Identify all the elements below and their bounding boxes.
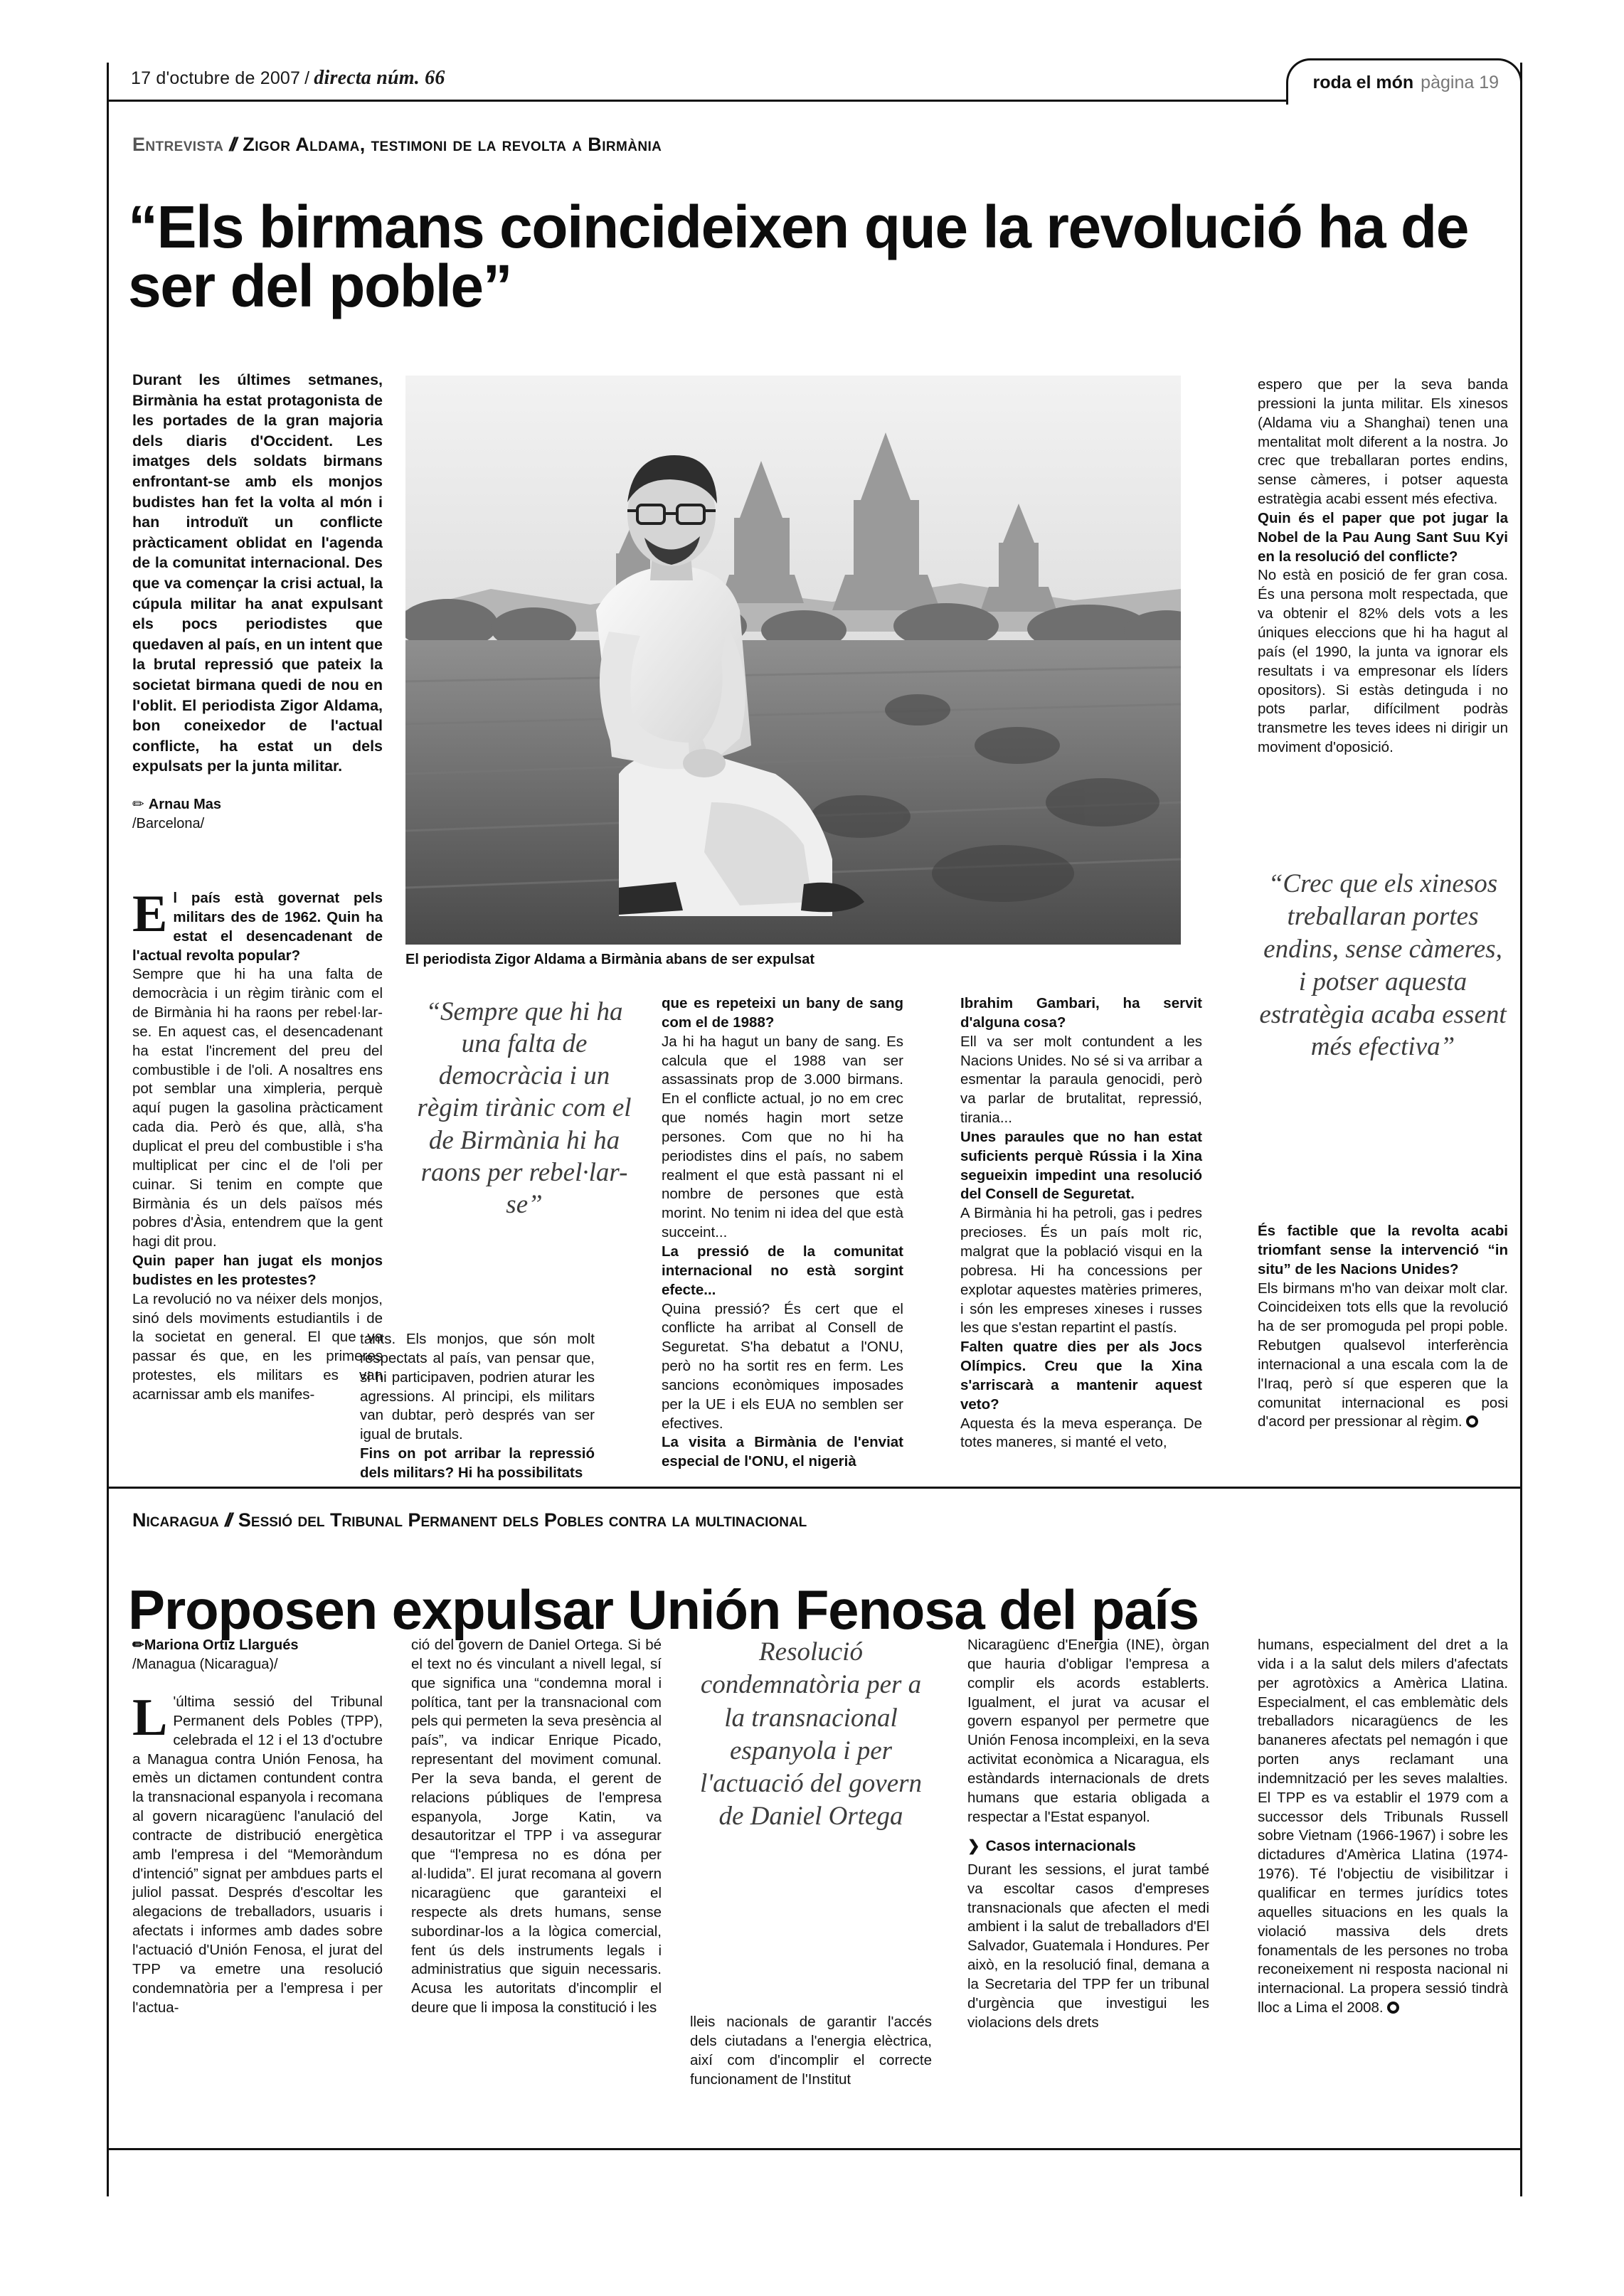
masthead [107,63,1522,102]
article1-column-5-bottom [1258,1222,1508,1432]
article1-c1-p2: Sempre que hi ha una falta de democràcia i un règim tirànic com el de Birmània hi ha raons per rebel·lar-se. En aquest cas, el desencadenant ha estat l'increment del preu del combustible i de l'oli. A nosaltres ens pot semblar una ximpleria, perquè aquí pugen la gasolina pràcticament cada dia. Però és que, allà, s'ha duplicat el preu del combustible i s'ha multiplicat per cinc el de l'oli per cuinar. Si tenim en compte que Birmània és un dels països més pobres d'Àsia, entendrem que la gent hagi dit prou. [132,966,383,1250]
article1-c2-p1: tants. Els monjos, que són molt respectats al país, van pensar que, si hi participaven, podrien aturar les agressions. Al principi, els militars van dubtar, però després van ser igual de brutals. [360,1331,595,1443]
article2-author: Mariona Ortiz Llargués [144,1637,299,1653]
article1-byline [132,795,383,834]
article1-headline: “Els birmans coincideixen que la revolució ha de ser del poble” [128,193,1468,319]
article1-intro-block [132,370,383,834]
article2-column-2 [411,1636,662,2018]
section-tab [1286,58,1522,105]
article1-pullquote-2: “Crec que els xinesos treballaran portes endins, sense càmeres, i potser aquesta estratègia acaba essent més efectiva” [1259,869,1507,1062]
bottom-border-rule [107,2148,1522,2150]
byline-arrow-icon: ✏ [132,796,144,812]
article2-subhead [967,1837,1209,1856]
article2-c4-p2: Durant les sessions, el jurat també va escoltar casos d'empreses transnacionals que afecten el medi ambient i la salut de treballadors d'El Salvador, Guatemala i Hondures. Per això, en la resolució final, demana a la Secretaria del TPP fer un tribunal d'urgència que investigui les violacions dels drets [967,1861,1209,2031]
article1-c5-q2: És factible que la revolta acabi triomfant sense la intervenció “in situ” de les Nacions Unides? [1258,1223,1508,1277]
article1-kicker [132,134,662,156]
article1-c5-p2: No està en posició de fer gran cosa. És una persona molt respectada, que va obtenir el 82% dels vots a les úniques eleccions que hi ha hagut al país (el 1990, la junta va ignorar els resultats i va empresonar els líders opositors). Si estàs detinguda i no pots parlar, difícilment podràs transmetre les teves idees ni dirigir un moviment d'oposició. [1258,567,1508,756]
article2-c1-text: 'última sessió del Tribunal Permanent dels Pobles (TPP), celebrada el 12 i el 13 d'octubre a Managua contra Unión Fenosa, ha emès un dictamen contundent contra la transnacional espanyola i recomana al govern nicaragüenc l'anulació del contracte de distribució energètica amb l'empresa i del “Memoràndum d'intenció” signat per ambdues parts el juliol passat. Després d'escoltar les alegacions de treballadors, usuaris i afectats i informes amb dades sobre l'actuació d'Unión Fenosa, el jurat del TPP va emetre una resolució condemnatòria per a l'empresa i per l'actua- [132,1694,383,2016]
article1-c4-q3: Falten quatre dies per als Jocs Olímpics. Creu que la Xina s'arriscarà a mantenir aquest veto? [960,1339,1202,1413]
article-separator-rule [107,1487,1522,1489]
article2-subhead-text: Casos internacionals [985,1838,1136,1855]
article1-intro: Durant les últimes setmanes, Birmània ha estat protagonista de les portades de la gran majoria dels diaris d'Occident. Les imatges dels soldats birmans enfrontant-se amb els monjos budistes han fet la volta al món i han introduït un conflicte pràcticament oblidat en l'agenda de la comunitat internacional. Des que va començar la crisi actual, la cúpula militar ha anat expulsant els pocs periodistes que quedaven al país, en un intent que la brutal repressió que pateix la societat birmana quedi de nou en l'oblit. El periodista Zigor Aldama, bon coneixedor de l'actual conflicte, ha estat un dels expulsats per la junta militar. [132,371,383,775]
article1-kicker-lead: Entrevista [132,134,224,155]
article2-c1-p1 [132,1689,383,2017]
article1-kicker-text: Zigor Aldama, testimoni de la revolta a Birmània [243,134,662,155]
article2-byline [132,1636,383,1674]
article2-kicker-lead: Nicaragua [132,1509,219,1531]
article1-c1-q2: Quin paper han jugat els monjos budistes en les protestes? [132,1253,383,1288]
article1-c1-p1 [132,885,383,965]
article1-c3-q2: La pressió de la comunitat internacional no està sorgint efecte... [662,1243,903,1298]
article2-column-4 [967,1636,1209,2033]
article1-c2-q1: Fins on pot arribar la repressió dels militars? Hi ha possibilitats [360,1445,595,1481]
end-mark-icon-2 [1387,2002,1399,2014]
article1-column-3 [662,994,903,1472]
right-border-rule [1520,63,1522,2196]
article2-c4-p1: Nicaragüenc d'Energia (INE), òrgan que hauria d'obligar l'empresa a complir els acords establerts. Igualment, el jurat va acusar el govern espanyol per permetre que Unión Fenosa incompleixi, en la seva activitat econòmica a Nicaragua, els estàndards internacionals de drets humans que estaria obligada a respectar a l'Estat espanyol. [967,1637,1209,1825]
photo-graphic [405,376,1181,945]
issue-date: 17 d'octubre de 2007 [131,68,301,88]
article2-c5-text: humans, especialment del dret a la vida i a la salut dels milers d'afectats per agrotòxics a Amèrica Llatina. Especialment, el cas emblemàtic dels treballadors nicaragüencs de les bananeres afectats pel nemagón i que porten anys reclamant una indemnització per les seves malalties. El TPP es va establir el 1979 com a successor dels Tribunals Russell sobre Vietnam (1966-1967) i sobre les dictadures d'Amèrica Llatina (1974-1976). Té l'objectiu de visibilitzar i qualificar en termes jurídics totes aquelles situacions en les quals la violació massiva dels drets fonamentals de les persones no troba reconeixement ni resposta nacional ni internacional. La propera sessió tindrà lloc a Lima el 2008. [1258,1637,1508,2016]
masthead-slash: / [304,68,310,88]
dropcap-letter: E [132,885,168,943]
article2-c3-p1: lleis nacionals de garantir l'accés dels ciutadans a l'energia elèctrica, així com d'incomplir el correcte funcionament de l'Institut [690,2014,932,2088]
article1-column-4 [960,994,1202,1452]
article1-c4-p1: Ell va ser molt contundent a les Nacions Unides. No sé si va arribar a esmentar la paraula genocidi, però va parlar de brutalitat, repressió, tirania... [960,1033,1202,1127]
article1-column-1 [132,885,383,1405]
kicker-slashes-icon: // [229,134,235,155]
article1-photo [405,376,1181,945]
article1-c4-q2: Unes paraules que no han estat suficients perquè Rússia i la Xina segueixin impedint una resolució del Consell de Seguretat. [960,1128,1202,1203]
article1-author-place: /Barcelona/ [132,815,205,831]
dropcap2-letter: L [132,1689,168,1747]
article1-c5-p3 [1258,1280,1508,1433]
article1-c4-p3: Aquesta és la meva esperança. De totes maneres, si manté el veto, [960,1415,1202,1451]
article1-c3-p2: Quina pressió? És cert que el conflicte ha arribat al Consell de Seguretat. S'ha debatut a l'ONU, però no ha sortit res en ferm. Les sancions econòmiques imposades per la UE i els EUA no semblen ser efectives. [662,1300,903,1432]
article1-c5-q1: Quin és el paper que pot jugar la Nobel de la Pau Aung Sant Suu Kyi en la resolució del conflicte? [1258,509,1508,565]
article1-column-5-top [1258,376,1508,758]
section-name: roda el món [1312,72,1414,92]
triangle-bullet-icon: ❯ [967,1838,980,1855]
kicker2-slashes-icon: // [224,1509,230,1531]
article2-c2-p1: ció del govern de Daniel Ortega. Si bé el text no és vinculant a nivell legal, sí que significa una “condemna moral i política, tant per la transnacional com pels qui permeten la seva presència al país”, va indicar Enrique Picado, representant del moviment comunal. Per la seva banda, el gerent de relacions públiques de l'empresa espanyola, Jorge Katin, va desautoritzar el TPP i va assegurar que “l'empresa no es dóna per al·ludida”. El jurat recomana al govern nicaragüenc que garanteixi el respecte als drets humans, sense subordinar-los a la lògica comercial, fent ús dels instruments legals i administratius que siguin necessaris. Acusa les autoritats d'incomplir el deure que li imposa la constitució i les [411,1637,662,2016]
article1-pullquote-1: “Sempre que hi ha una falta de democràcia i un règim tirànic com el de Birmània hi ha raons per rebel·lar-se” [417,997,632,1219]
article1-c3-p1: Ja hi ha hagut un bany de sang. Es calcula que el 1988 van ser assassinats prop de 3.000 birmans. En el conflicte actual, jo no em crec que només hagin mort setze persones. Com que no hi ha periodistes dins el país, no sabem realment el que està passant ni el nombre de persones que està morint. No tenim ni idea del que està succeint... [662,1033,903,1241]
end-mark-icon [1466,1415,1478,1428]
article1-photo-caption: El periodista Zigor Aldama a Birmània abans de ser expulsat [405,952,814,967]
article1-c5-p1: espero que per la seva banda pressioni la junta militar. Els xinesos (Aldama viu a Shanghai) tenen una mentalitat molt diferent a la nostra. Jo crec que treballaran portes endins, sense càmeres, i potser aquesta estratègia acabi essent més efectiva. [1258,376,1508,508]
article2-column-1 [132,1689,383,2017]
article2-column-3-bottom [690,2013,932,2089]
byline2-arrow-icon: ✏ [132,1637,144,1653]
article1-c5-p3-text: Els birmans m'ho van deixar molt clar. Coincideixen tots ells que la revolució ha de ser promoguda pel propi poble. Rebutgen qualsevol interferència internacional a una escala com la de l'Iraq, però sí que esperen que la comunitat internacional es posi d'acord per pressionar al règim. [1258,1280,1508,1430]
article2-pullquote: Resolució condemnatòria per a la transnacional espanyola i per l'actuació del govern de Daniel Ortega [699,1637,923,1832]
article2-c5-p1 [1258,1636,1508,2018]
article1-c3-q3: La visita a Birmània de l'enviat especial de l'ONU, el nigerià [662,1434,903,1470]
article2-headline: Proposen expulsar Unión Fenosa del país [128,1578,1199,1642]
article1-c4-p2: A Birmània hi ha petroli, gas i pedres precioses. És un país molt ric, malgrat que la població visqui en la pobresa. Hi ha concessions per explotar aquestes matèries primeres, i són les empreses xineses i russes les que s'estan repartint el pastís. [960,1205,1202,1336]
article2-kicker [132,1509,807,1531]
masthead-left [131,67,445,90]
article1-c1-p3: La revolució no va néixer dels monjos, sinó dels moviments estudiantils i de la societat en general. El que va passar és que, en les primeres protestes, els militars es van acarnissar amb els manifes- [132,1290,383,1403]
article2-column-5 [1258,1636,1508,2018]
magazine-name: directa núm. 66 [314,67,445,89]
article1-c1-q1: l país està governat pels militars des de 1962. Quin ha estat el desencadenant de l'actual revolta popular? [132,890,383,964]
article1-c3-q1: que es repeteixi un bany de sang com el de 1988? [662,995,903,1031]
article1-author: Arnau Mas [148,796,222,812]
article2-kicker-text: Sessió del Tribunal Permanent dels Pobles contra la multinacional [238,1509,807,1531]
article1-c4-q1: Ibrahim Gambari, ha servit d'alguna cosa? [960,995,1202,1031]
page-number: pàgina 19 [1421,72,1499,92]
left-border-rule [107,63,109,2196]
article2-author-place: /Managua (Nicaragua)/ [132,1657,278,1672]
article1-column-2 [360,1330,595,1483]
